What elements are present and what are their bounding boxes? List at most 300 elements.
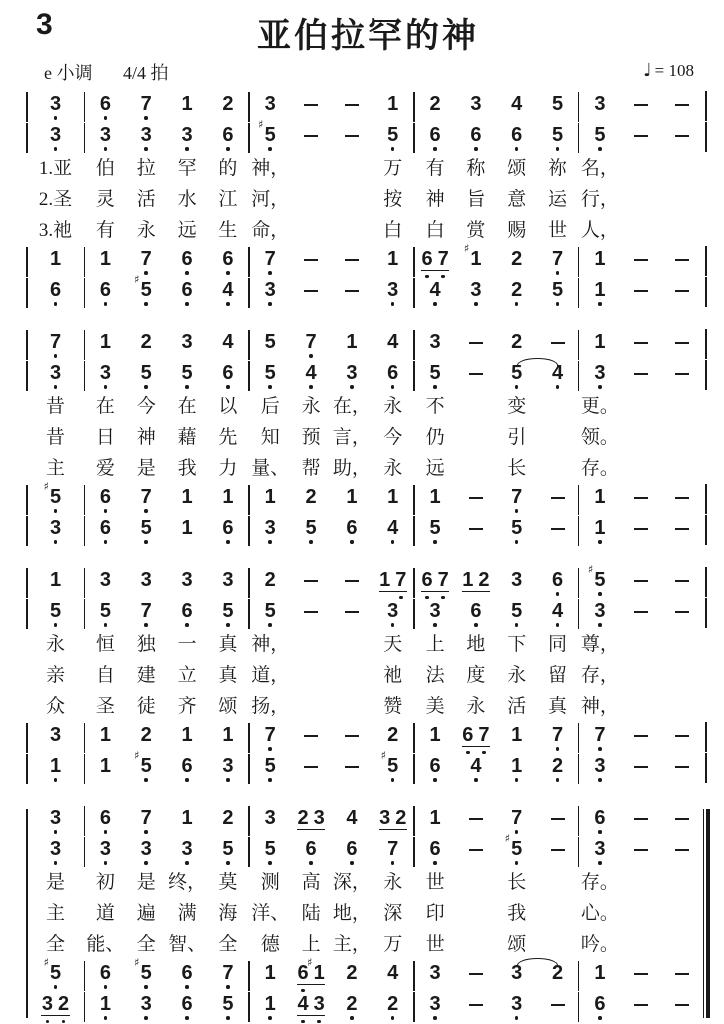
note <box>97 363 113 389</box>
pickup-measure <box>28 122 84 153</box>
note-digit: 7 <box>395 569 407 591</box>
beat-cell <box>207 722 248 753</box>
note <box>303 518 319 544</box>
note-digit: 3 <box>470 279 482 301</box>
note-group <box>97 94 113 120</box>
measure <box>415 515 578 546</box>
barline <box>702 629 710 660</box>
lyric-cell <box>537 867 578 898</box>
pickup-measure <box>28 598 84 629</box>
lyric-cell: 称 <box>466 157 486 179</box>
note-group <box>134 749 154 782</box>
lyric-cell: 名， <box>580 157 619 179</box>
lyric-cell <box>661 867 702 898</box>
note-digit: 5 <box>264 331 276 353</box>
note-group <box>509 808 525 834</box>
low-octave-dot <box>598 302 602 306</box>
measure <box>250 391 413 422</box>
note-group <box>220 601 236 627</box>
lyric-cell: 神 <box>425 188 445 210</box>
note-group <box>97 570 113 590</box>
note <box>476 725 492 754</box>
lyric-cell <box>331 184 372 215</box>
low-octave-dot <box>598 592 602 596</box>
note-group <box>138 125 154 151</box>
lyric-cell <box>291 629 332 660</box>
low-octave-dot <box>144 778 148 782</box>
duration-dash <box>675 342 689 344</box>
lyric-cell: 知 <box>260 426 280 448</box>
lyric-cell: 昔 <box>45 395 65 417</box>
note-digit: 6 <box>470 600 482 622</box>
beat-cell <box>331 484 372 515</box>
note-group <box>468 756 484 782</box>
note-digit: 1 <box>387 486 399 508</box>
lyrics-line-1 <box>26 391 710 422</box>
note-digit: 1 <box>594 248 606 270</box>
note-digit: 5 <box>429 517 441 539</box>
measure <box>85 153 248 184</box>
duration-dash <box>304 580 318 582</box>
duration-dash <box>634 342 648 344</box>
beat-cell <box>661 991 702 1022</box>
lyric-cell: 颂 <box>507 157 527 179</box>
note-group <box>468 125 484 151</box>
lyric-cell: 地， <box>332 902 371 924</box>
lyric-cell <box>455 453 496 484</box>
lyric-cell: 白 <box>383 219 403 241</box>
lyric-cell <box>291 215 332 246</box>
beat-cell <box>28 515 84 546</box>
note-digit: 6 <box>594 993 606 1015</box>
note-digit: 7 <box>264 724 276 746</box>
beat-cell <box>496 329 537 360</box>
note-group <box>427 332 443 352</box>
low-octave-dot <box>515 302 519 306</box>
note <box>427 94 443 114</box>
beat-cell <box>661 515 702 546</box>
note-group <box>592 839 608 865</box>
note <box>344 963 360 983</box>
beat-cell <box>620 805 661 836</box>
note-group <box>427 808 443 828</box>
note <box>262 808 278 828</box>
note-group <box>179 963 195 989</box>
beat-cell <box>126 122 167 153</box>
lyric-cell: 独 <box>136 633 156 655</box>
note-group <box>220 756 236 782</box>
beat-cell <box>455 360 496 391</box>
note <box>344 332 360 352</box>
lyric-cell: 地 <box>466 633 486 655</box>
measure <box>579 122 702 153</box>
measure <box>85 898 248 929</box>
lyric-cell: 美 <box>425 695 445 717</box>
beat-cell <box>250 753 291 784</box>
note <box>262 487 278 507</box>
note <box>385 725 401 745</box>
note-digit: 5 <box>140 517 152 539</box>
measure <box>85 567 248 598</box>
note-group <box>592 332 608 352</box>
tenor-line <box>26 722 710 753</box>
beat-cell <box>496 598 537 629</box>
lyric-cell: 度 <box>466 664 486 686</box>
eighth-underline <box>462 591 490 593</box>
barline <box>702 246 710 277</box>
measure <box>415 567 578 598</box>
beat-cell <box>415 805 456 836</box>
measure <box>579 391 702 422</box>
pickup-measure <box>28 805 84 836</box>
beat-cell <box>291 515 332 546</box>
lyric-cell: 伯 <box>95 157 115 179</box>
beat-cell <box>415 91 456 122</box>
note-group <box>592 249 608 269</box>
note-group <box>460 570 492 590</box>
note-group <box>385 518 401 544</box>
low-octave-dot <box>54 147 58 151</box>
low-octave-dot <box>54 830 58 834</box>
note <box>262 963 278 983</box>
duration-dash <box>675 373 689 375</box>
note-digit: 5 <box>222 600 234 622</box>
bass-line <box>26 991 710 1022</box>
eighth-underline <box>462 746 490 748</box>
note <box>509 756 525 782</box>
lyric-cell: 赏 <box>466 219 486 241</box>
note-group <box>47 808 63 834</box>
note <box>97 249 113 269</box>
low-octave-dot <box>144 385 148 389</box>
note-digit: 4 <box>387 962 399 984</box>
note <box>427 725 443 745</box>
note-digit: 1 <box>511 755 523 777</box>
lyrics-line-3 <box>26 215 710 246</box>
low-octave-dot <box>433 861 437 865</box>
beat-cell <box>537 91 578 122</box>
low-octave-dot <box>515 778 519 782</box>
beat-cell <box>579 753 620 784</box>
note <box>549 570 565 596</box>
note <box>97 808 113 834</box>
note-group <box>262 518 278 544</box>
note <box>220 963 236 989</box>
note-group <box>468 601 484 627</box>
measure <box>85 660 248 691</box>
note <box>385 994 401 1020</box>
lyric-cell: 1.亚 <box>38 157 73 179</box>
note-group <box>220 332 236 352</box>
beat-cell <box>291 91 332 122</box>
beat-cell <box>250 805 291 836</box>
measure <box>579 598 702 629</box>
pickup-measure <box>28 567 84 598</box>
note-digit: 3 <box>99 838 111 860</box>
lyric-cell: 永 <box>507 664 527 686</box>
beat-cell <box>415 836 456 867</box>
measure <box>85 273 248 308</box>
measure <box>579 484 702 515</box>
note <box>311 994 327 1023</box>
note-digit: 7 <box>222 962 234 984</box>
lyric-cell: 活 <box>507 695 527 717</box>
note-digit: 3 <box>346 362 358 384</box>
measure <box>415 277 578 308</box>
duration-dash <box>634 135 648 137</box>
measure <box>250 118 413 153</box>
note-group <box>592 363 608 389</box>
lyric-cell: 日 <box>95 426 115 448</box>
note <box>97 125 113 151</box>
eighth-underline <box>297 829 325 831</box>
note-digit: 6 <box>222 124 234 146</box>
note-group <box>592 125 608 151</box>
low-octave-dot <box>309 385 313 389</box>
beat-cell <box>661 122 702 153</box>
note-digit: 5 <box>511 517 523 539</box>
note-digit: 5 <box>264 362 276 384</box>
system-3 <box>26 563 710 784</box>
barline <box>26 930 28 960</box>
beat-cell <box>331 991 372 1022</box>
beat-cell <box>331 805 372 836</box>
duration-dash <box>469 528 483 530</box>
bass-line <box>26 273 710 308</box>
beat-cell <box>372 329 413 360</box>
note-group <box>262 839 278 865</box>
low-octave-dot <box>433 540 437 544</box>
lyrics-line-3 <box>26 453 710 484</box>
low-octave-dot <box>350 1016 354 1020</box>
note-group <box>262 249 278 275</box>
barline <box>702 515 710 546</box>
note-group <box>97 332 113 352</box>
duration-dash <box>469 497 483 499</box>
note <box>549 280 565 306</box>
note <box>262 994 278 1020</box>
note-group <box>220 125 236 151</box>
note-group <box>179 601 195 627</box>
beat-cell <box>167 567 208 598</box>
note <box>468 94 484 114</box>
duration-dash <box>634 735 648 737</box>
bass-line <box>26 749 710 784</box>
beat-cell <box>28 122 84 153</box>
barline <box>702 91 710 122</box>
duration-dash <box>469 373 483 375</box>
measure <box>250 929 413 960</box>
measure <box>250 277 413 308</box>
note-digit: 1 <box>462 569 474 591</box>
note-digit: 6 <box>421 248 433 270</box>
beat-cell <box>579 122 620 153</box>
measure <box>415 598 578 629</box>
lyric-cell: 莫 <box>218 871 238 893</box>
note-group <box>509 94 525 114</box>
lyric-cell: 江 <box>218 188 238 210</box>
note-group <box>344 487 360 507</box>
barline <box>702 660 710 691</box>
beat-cell <box>28 753 84 784</box>
note-group <box>385 963 401 983</box>
system-2 <box>26 329 710 546</box>
beat-cell <box>28 991 84 1022</box>
pickup-measure <box>28 836 84 867</box>
note <box>377 570 393 590</box>
duration-dash <box>345 735 359 737</box>
beat-cell <box>291 753 332 784</box>
note <box>47 125 63 151</box>
beat-cell <box>291 484 332 515</box>
lyric-cell: 有 <box>95 219 115 241</box>
measure <box>579 836 702 867</box>
barline <box>702 484 710 515</box>
note-digit: 5 <box>387 124 399 146</box>
beat-cell <box>579 991 620 1022</box>
note-group <box>134 956 154 989</box>
note <box>97 487 113 513</box>
lyric-cell: 自 <box>95 664 115 686</box>
note <box>179 249 195 275</box>
measure <box>85 805 248 836</box>
lyric-cell <box>291 660 332 691</box>
note <box>262 249 278 275</box>
barline <box>26 806 28 836</box>
note <box>592 963 608 983</box>
low-octave-dot <box>391 302 395 306</box>
low-octave-dot <box>54 623 58 627</box>
low-octave-dot <box>185 623 189 627</box>
beat-cell <box>85 277 126 308</box>
measure <box>85 749 248 784</box>
key-signature: e 小调 <box>44 63 93 83</box>
note-digit: 1 <box>181 517 193 539</box>
beat-cell <box>167 960 208 991</box>
tempo-marking <box>643 60 694 81</box>
note-digit: 6 <box>49 279 62 301</box>
beat-cell <box>207 484 248 515</box>
note-digit: 6 <box>99 807 111 829</box>
note-digit: 5 <box>140 755 152 777</box>
note-group <box>509 756 525 782</box>
beat-cell <box>579 329 620 360</box>
final-barline <box>702 929 710 960</box>
note <box>138 125 154 151</box>
beat-cell <box>496 805 537 836</box>
lyric-cell: 恒 <box>95 633 115 655</box>
low-octave-dot <box>54 116 58 120</box>
low-octave-dot <box>350 861 354 865</box>
note-group <box>220 487 236 507</box>
low-octave-dot <box>54 509 58 513</box>
low-octave-dot <box>46 1020 50 1024</box>
beat-cell <box>537 277 578 308</box>
system-1 <box>26 91 710 308</box>
low-octave-dot <box>556 147 560 151</box>
lyric-cell: 预 <box>301 426 321 448</box>
low-octave-dot <box>474 302 478 306</box>
low-octave-dot <box>309 540 313 544</box>
beat-cell <box>331 836 372 867</box>
note-digit: 5 <box>594 569 606 591</box>
note <box>220 518 236 544</box>
note-digit: 5 <box>264 755 276 777</box>
note <box>592 839 608 865</box>
low-octave-dot <box>104 985 108 989</box>
lyric-cell: 满 <box>177 902 197 924</box>
beat-cell <box>620 329 661 360</box>
lyric-cell <box>661 422 702 453</box>
note <box>592 756 608 782</box>
note <box>504 832 525 865</box>
note-digit: 4 <box>429 279 441 301</box>
barline <box>702 215 710 246</box>
measure <box>250 867 413 898</box>
duration-dash <box>469 818 483 820</box>
note <box>549 249 565 275</box>
pickup-measure <box>28 898 84 929</box>
beat-cell <box>620 753 661 784</box>
note-group <box>47 94 63 120</box>
measure <box>250 246 413 277</box>
note-group <box>385 125 401 151</box>
beat-cell <box>661 567 702 598</box>
beat-cell <box>28 246 84 277</box>
duration-dash <box>675 259 689 261</box>
pickup-measure <box>28 753 84 784</box>
note-digit: 2 <box>346 993 358 1015</box>
note <box>344 363 360 389</box>
beat-cell <box>291 122 332 153</box>
measure <box>85 329 248 360</box>
beat-cell <box>579 598 620 629</box>
beat-cell <box>291 246 332 277</box>
measure <box>415 391 578 422</box>
lyric-cell: 能、 <box>86 933 125 955</box>
duration-dash <box>675 766 689 768</box>
low-octave-dot <box>144 861 148 865</box>
measure <box>415 215 578 246</box>
lyric-cell <box>620 453 661 484</box>
lyric-cell <box>661 184 702 215</box>
note <box>549 756 565 782</box>
note-group <box>97 839 113 865</box>
note-group <box>220 94 236 114</box>
beat-cell <box>415 991 456 1022</box>
lyrics-line-1 <box>26 153 710 184</box>
note <box>179 994 195 1020</box>
note-digit: 5 <box>264 124 276 146</box>
beat-cell <box>455 598 496 629</box>
eighth-underline <box>379 829 407 831</box>
beat-cell <box>496 515 537 546</box>
measure <box>415 329 578 360</box>
note-group <box>509 487 525 513</box>
low-octave-dot <box>350 385 354 389</box>
note <box>134 956 154 989</box>
lyric-cell: 远 <box>177 219 197 241</box>
note-digit: 3 <box>429 331 441 353</box>
note-group <box>509 518 525 544</box>
beat-cell <box>167 277 208 308</box>
note-digit: 7 <box>511 486 523 508</box>
note-digit: 6 <box>346 838 358 860</box>
low-octave-dot <box>309 354 313 358</box>
note-group <box>138 725 154 745</box>
measure <box>579 867 702 898</box>
lyric-cell: 在 <box>177 395 197 417</box>
